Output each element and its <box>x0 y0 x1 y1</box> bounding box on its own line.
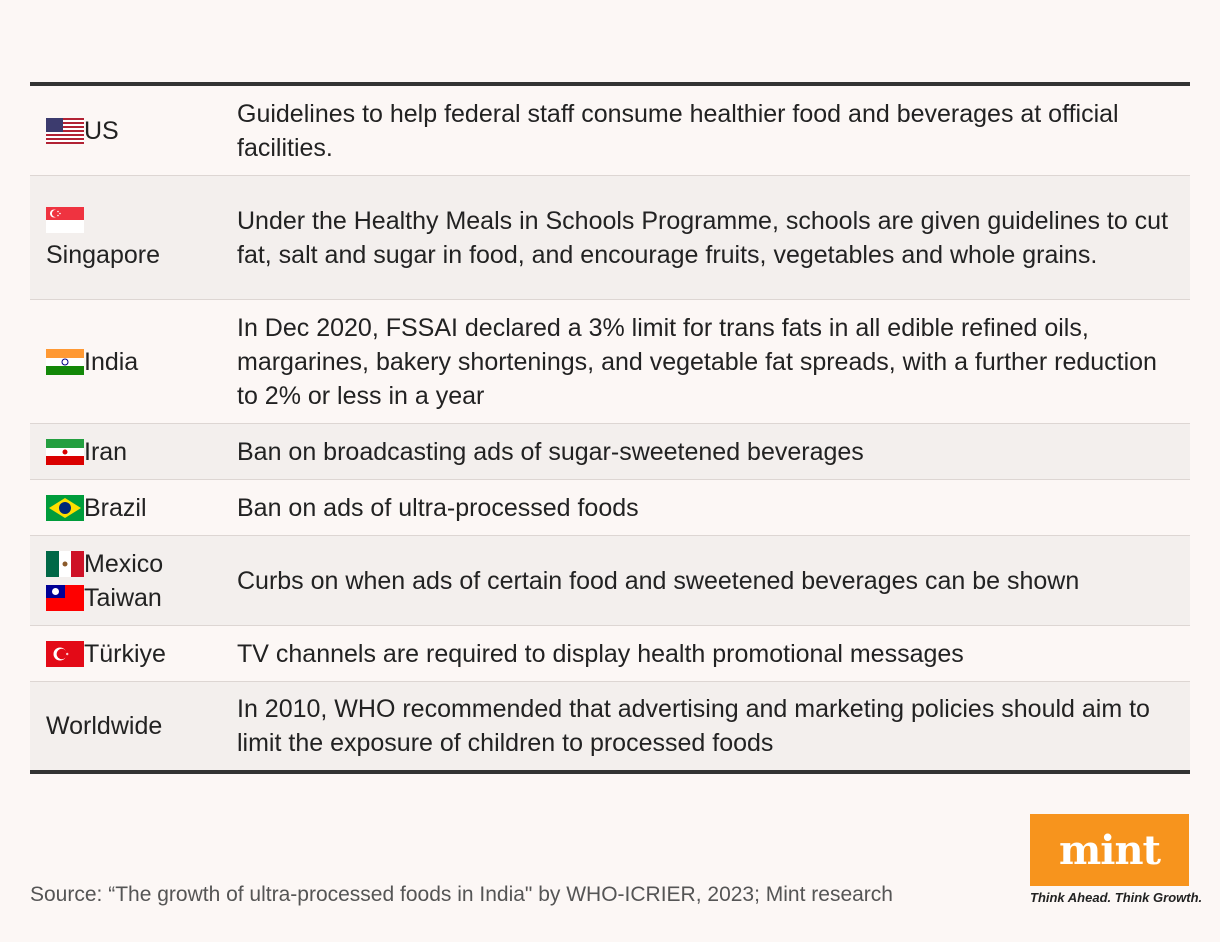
table-row <box>30 86 1190 176</box>
policy-text: Curbs on when ads of certain food and sweetened beverages can be shown <box>237 566 1080 595</box>
country-name: Taiwan <box>84 583 162 612</box>
brazil-flag-icon <box>46 495 84 521</box>
policy-text: Ban on ads of ultra-processed foods <box>237 493 639 522</box>
taiwan-flag-icon <box>46 585 84 611</box>
country-name: Worldwide <box>46 712 163 740</box>
country-name: US <box>84 116 119 145</box>
country-name: Türkiye <box>84 639 166 668</box>
india-flag-icon <box>46 349 84 375</box>
country-name: Singapore <box>46 240 160 269</box>
country-cell <box>30 709 237 743</box>
table-row <box>30 176 1190 300</box>
turkiye-flag-icon <box>46 641 84 667</box>
mexico-flag-icon <box>46 551 84 577</box>
country-cell <box>30 345 237 379</box>
country-cell <box>30 114 237 148</box>
policy-text: TV channels are required to display health promotional messages <box>237 639 964 668</box>
country-cell <box>30 547 237 615</box>
table-row <box>30 626 1190 682</box>
country-cell <box>30 491 237 525</box>
country-name: India <box>84 347 139 376</box>
country-cell <box>30 435 237 469</box>
country-cell <box>30 204 237 272</box>
singapore-flag-icon <box>46 207 84 233</box>
policy-text: In Dec 2020, FSSAI declared a 3% limit for trans fats in all edible refined oils, margarines, bakery shortenings, and vegetable fat spreads, with a further reduction to 2% or less in a year <box>237 313 1157 410</box>
policy-text: Under the Healthy Meals in Schools Programme, schools are given guidelines to cut fat, salt and sugar in food, and encourage fruits, vegetables and whole grains. <box>237 206 1169 269</box>
source-note: Source: “The growth of ultra-processed foods in India" by WHO-ICRIER, 2023; Mint research <box>30 883 893 906</box>
country-name: Iran <box>84 437 128 466</box>
country-cell <box>30 637 237 671</box>
table-row <box>30 424 1190 480</box>
us-flag-icon <box>46 118 84 144</box>
policy-text: In 2010, WHO recommended that advertising and marketing policies should aim to limit the exposure of children to processed foods <box>237 695 1150 757</box>
iran-flag-icon <box>46 439 84 465</box>
table-row <box>30 682 1190 770</box>
table-row <box>30 480 1190 536</box>
policy-text: Guidelines to help federal staff consume healthier food and beverages at official facilities. <box>237 99 1119 162</box>
logo-tagline: Think Ahead. Think Growth. <box>1030 890 1203 905</box>
mint-logo: mint <box>1030 814 1189 886</box>
table-row <box>30 300 1190 424</box>
policy-text: Ban on broadcasting ads of sugar-sweetened beverages <box>237 437 864 466</box>
table-row <box>30 536 1190 626</box>
policy-table <box>30 82 1190 774</box>
country-name: Mexico <box>84 549 164 578</box>
country-name: Brazil <box>84 493 147 522</box>
